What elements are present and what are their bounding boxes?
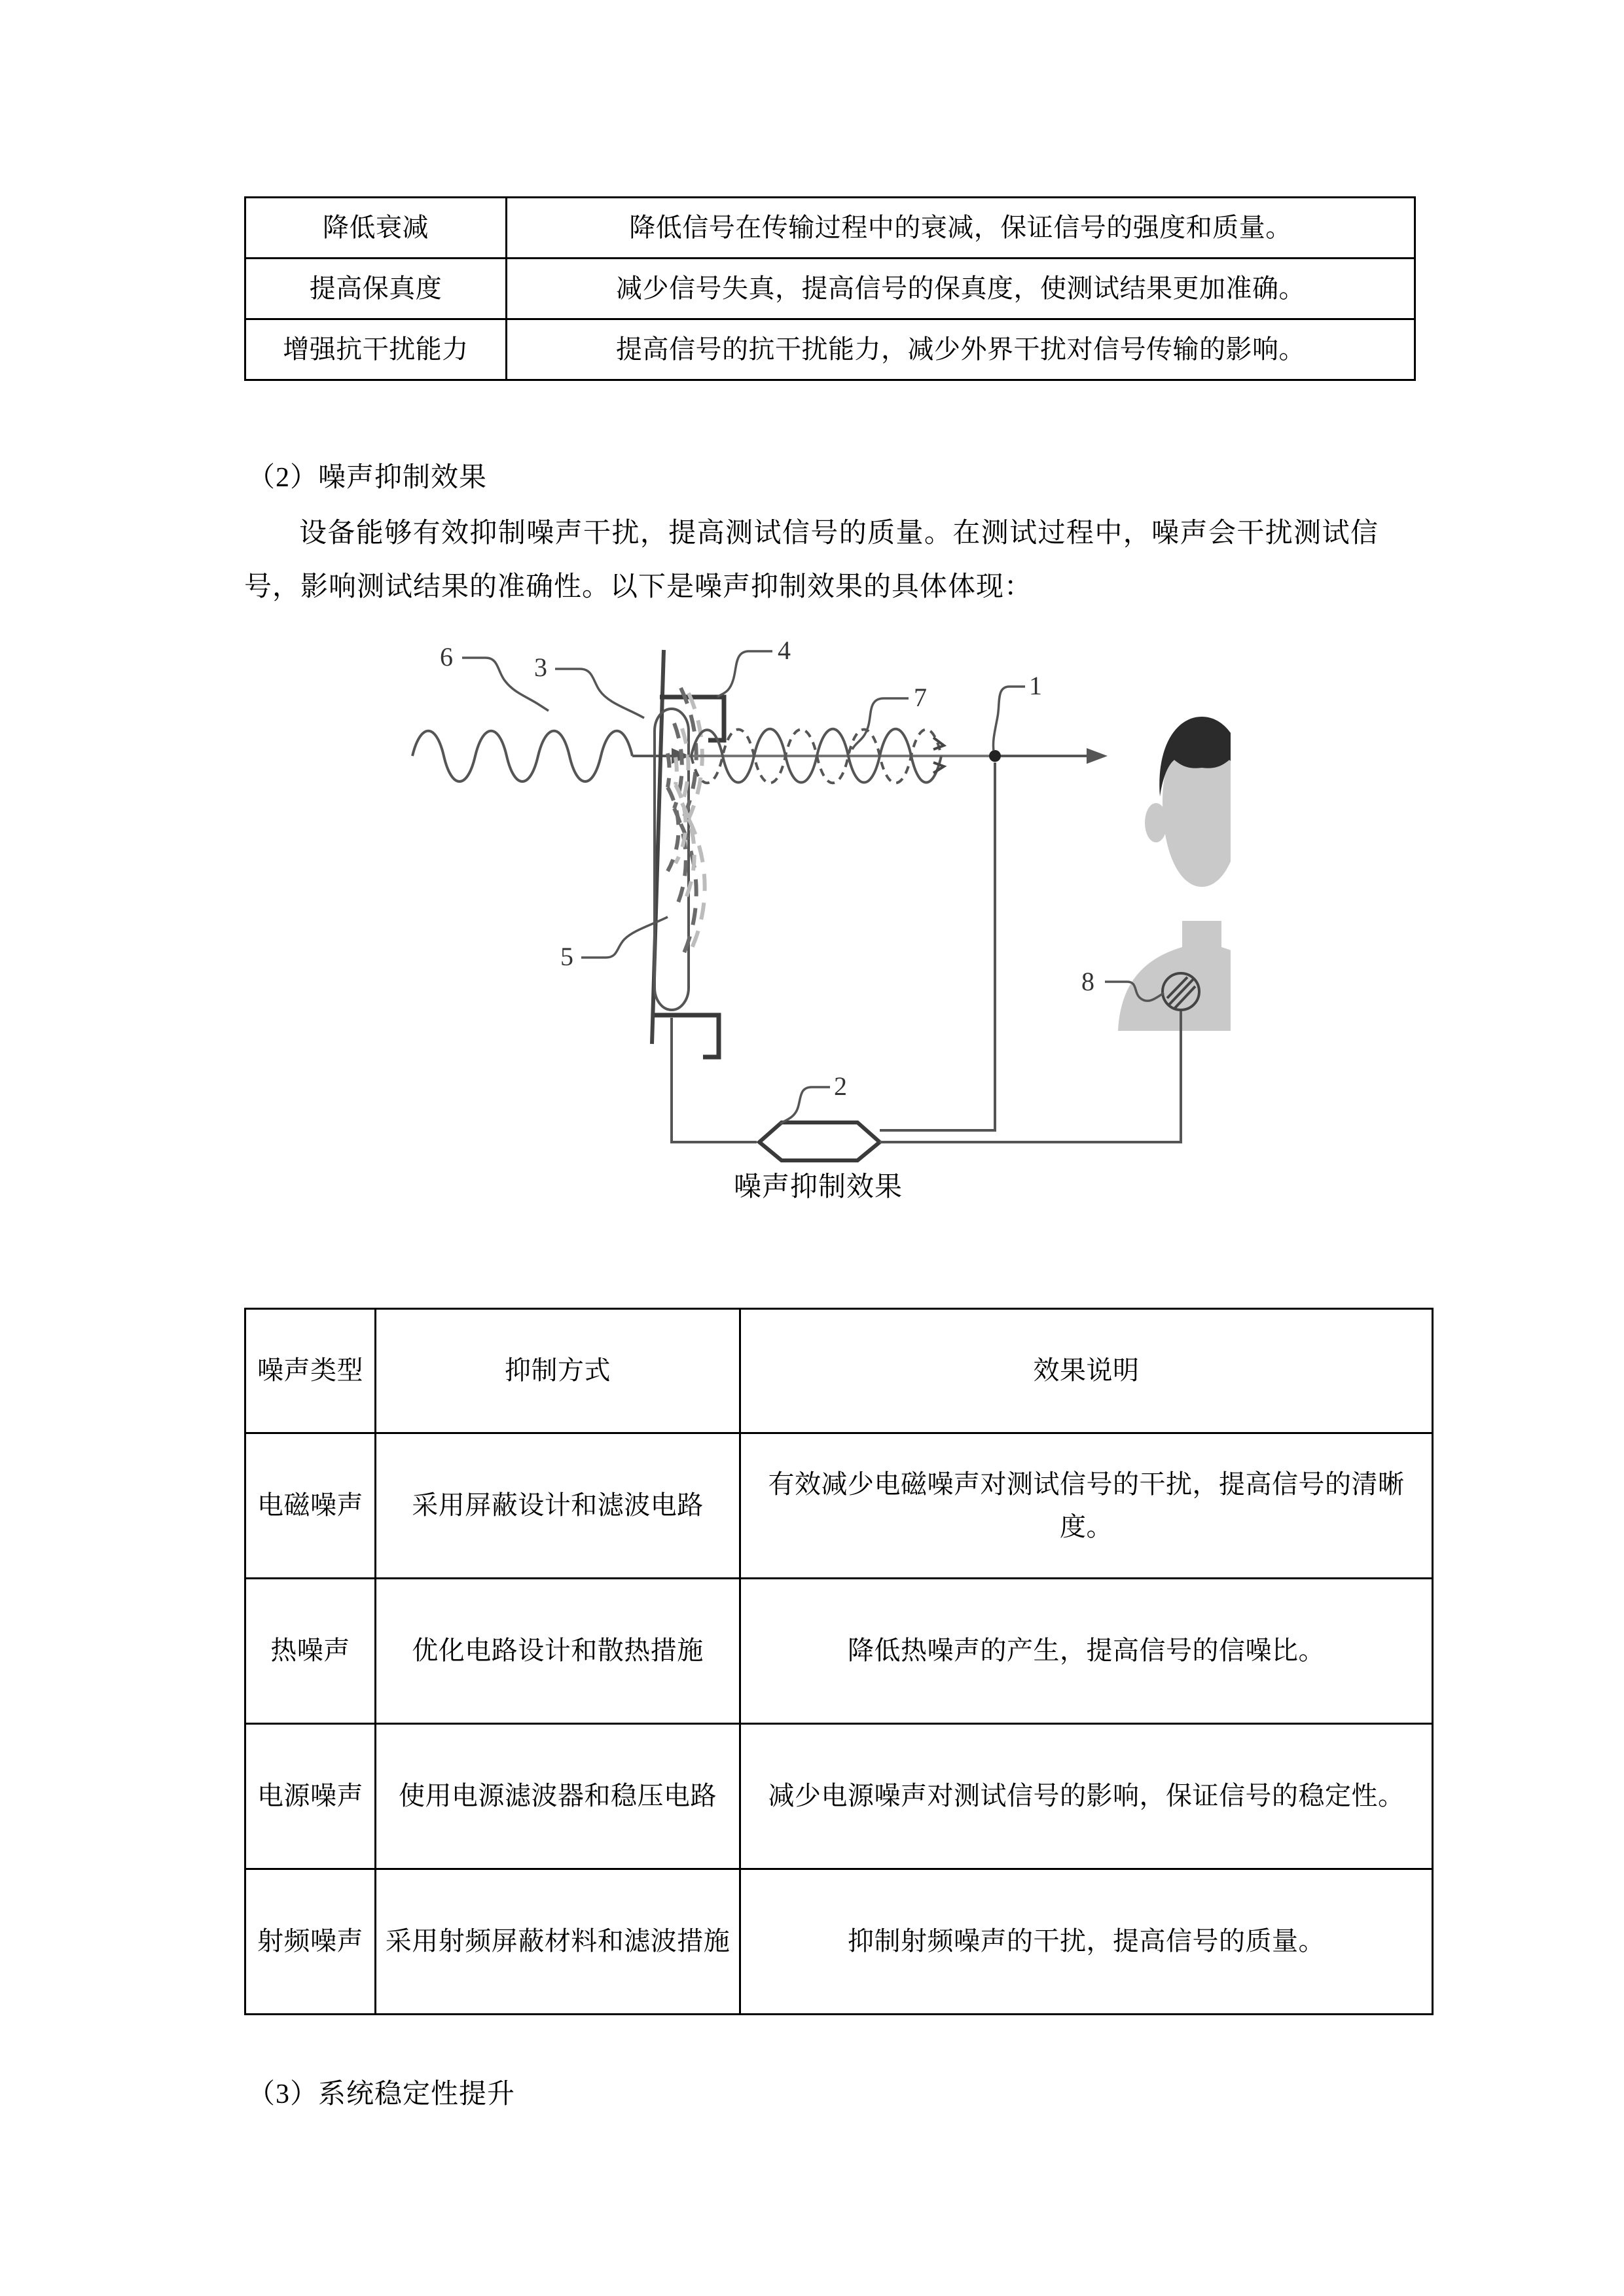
signal-effects-table bbox=[244, 196, 1416, 381]
callout-7-label: 7 bbox=[914, 683, 927, 712]
figure-caption: 噪声抑制效果 bbox=[733, 1172, 903, 1202]
noise-type-cell: 电源噪声 bbox=[245, 1724, 376, 1869]
noise-suppression-figure bbox=[406, 625, 1231, 1227]
effect-name-cell: 提高保真度 bbox=[245, 259, 507, 319]
effect-cell: 抑制射频噪声的干扰，提高信号的质量。 bbox=[740, 1869, 1433, 2015]
method-cell: 采用屏蔽设计和滤波电路 bbox=[376, 1433, 740, 1579]
effect-cell: 降低热噪声的产生，提高信号的信噪比。 bbox=[740, 1579, 1433, 1724]
section-heading-2: （2）噪声抑制效果 bbox=[247, 463, 488, 493]
table-row bbox=[245, 1579, 1433, 1724]
method-cell: 优化电路设计和散热措施 bbox=[376, 1579, 740, 1724]
effect-cell: 减少电源噪声对测试信号的影响，保证信号的稳定性。 bbox=[740, 1724, 1433, 1869]
effect-desc-cell: 降低信号在传输过程中的衰减，保证信号的强度和质量。 bbox=[507, 198, 1415, 259]
effect-desc-cell: 提高信号的抗干扰能力，减少外界干扰对信号传输的影响。 bbox=[507, 319, 1415, 380]
callout-1-label: 1 bbox=[1029, 671, 1042, 700]
table-row bbox=[245, 198, 1415, 259]
signal-node bbox=[989, 750, 1001, 762]
dashed-arc-group bbox=[668, 688, 705, 960]
callout-4-label: 4 bbox=[778, 636, 791, 665]
callout-2-label: 2 bbox=[834, 1071, 847, 1101]
body-paragraph: 设备能够有效抑制噪声干扰，提高测试信号的质量。在测试过程中，噪声会干扰测试信号，影响测试结果的准确性。以下是噪声抑制效果的具体体现： bbox=[244, 518, 1379, 602]
column-header-effect: 效果说明 bbox=[740, 1309, 1433, 1433]
incoming-wave-path bbox=[412, 731, 632, 781]
effect-name-cell: 降低衰减 bbox=[245, 198, 507, 259]
effect-cell: 有效减少电磁噪声对测试信号的干扰，提高信号的清晰度。 bbox=[740, 1433, 1433, 1579]
noise-type-cell: 射频噪声 bbox=[245, 1869, 376, 2015]
callout-5-label: 5 bbox=[560, 942, 573, 971]
wire-from-barrier bbox=[672, 1018, 757, 1142]
effect-desc-cell: 减少信号失真，提高信号的保真度，使测试结果更加准确。 bbox=[507, 259, 1415, 319]
bottom-bracket bbox=[655, 1015, 719, 1057]
noise-type-cell: 电磁噪声 bbox=[245, 1433, 376, 1579]
method-cell: 使用电源滤波器和稳压电路 bbox=[376, 1724, 740, 1869]
column-header-noise-type: 噪声类型 bbox=[245, 1309, 376, 1433]
table-row bbox=[245, 1724, 1433, 1869]
section-heading-3: （3）系统稳定性提升 bbox=[247, 2079, 516, 2109]
callout-4-leader bbox=[717, 651, 772, 697]
callout-1-leader bbox=[993, 687, 1025, 751]
table-row bbox=[245, 259, 1415, 319]
table-row bbox=[245, 319, 1415, 380]
figure-diagram bbox=[406, 625, 1231, 1168]
noise-suppression-table bbox=[244, 1308, 1434, 2015]
table-row bbox=[245, 1433, 1433, 1579]
table-row bbox=[245, 1869, 1433, 2015]
callout-2-leader bbox=[780, 1087, 830, 1124]
callout-6-label: 6 bbox=[440, 642, 453, 672]
method-cell: 采用射频屏蔽材料和滤波措施 bbox=[376, 1869, 740, 2015]
wire-to-node bbox=[880, 762, 995, 1130]
effect-name-cell: 增强抗干扰能力 bbox=[245, 319, 507, 380]
table-header-row bbox=[245, 1309, 1433, 1433]
callout-7-leader bbox=[852, 698, 909, 749]
callout-8-label: 8 bbox=[1081, 967, 1094, 996]
noise-type-cell: 热噪声 bbox=[245, 1579, 376, 1724]
person-silhouette bbox=[1118, 717, 1231, 1031]
column-header-method: 抑制方式 bbox=[376, 1309, 740, 1433]
processor-hexagon bbox=[759, 1122, 880, 1160]
callout-3-label: 3 bbox=[534, 653, 547, 682]
callout-3-leader bbox=[555, 669, 644, 718]
